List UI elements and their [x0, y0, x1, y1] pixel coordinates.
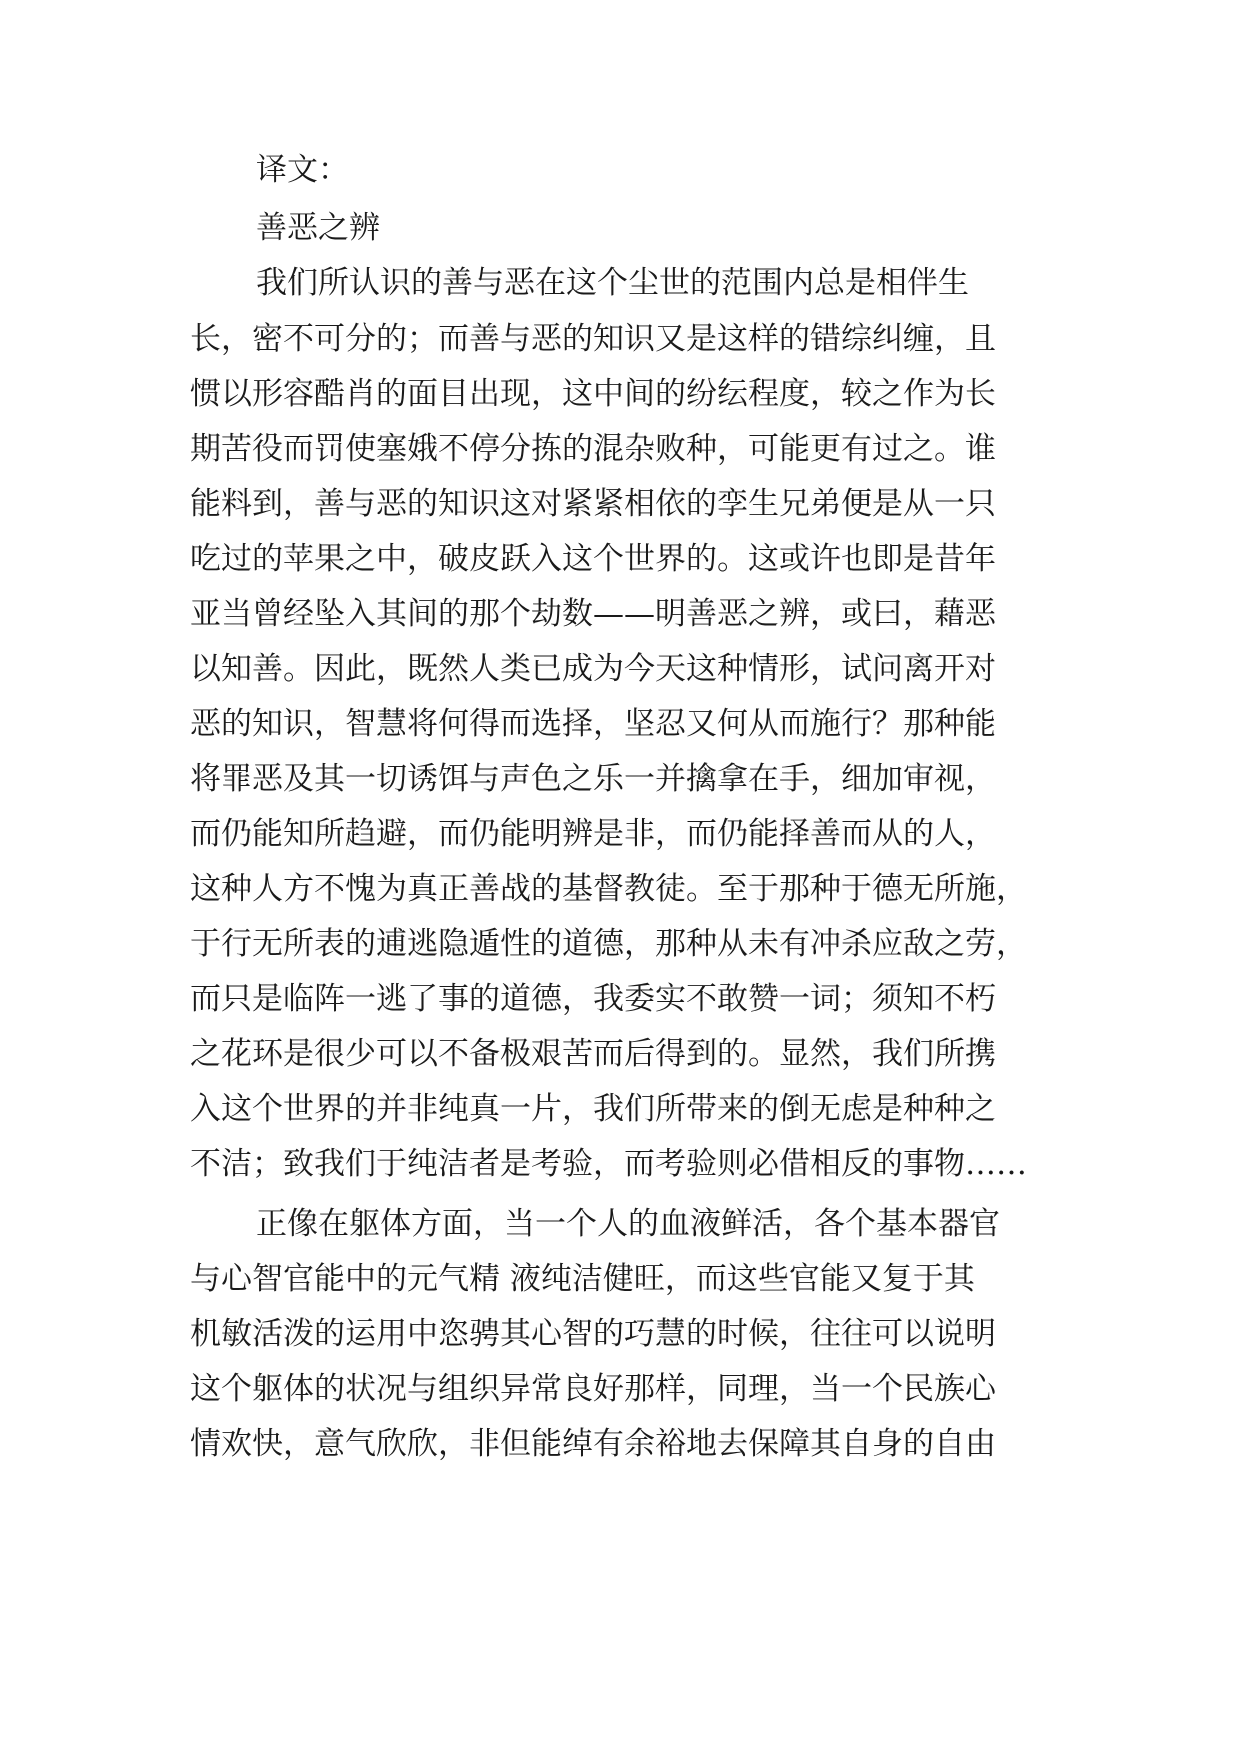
paragraph-line: 能料到，善与恶的知识这对紧紧相依的孪生兄弟便是从一只: [190, 486, 996, 522]
paragraph-line: 这种人方不愧为真正善战的基督教徒。至于那种于德无所施，: [190, 871, 1027, 907]
paragraph-line: 情欢快，意气欣欣，非但能绰有余裕地去保障其自身的自由: [190, 1426, 996, 1462]
paragraph-line: 而仍能知所趋避，而仍能明辨是非，而仍能择善而从的人，: [190, 816, 996, 852]
paragraph-line: 入这个世界的并非纯真一片，我们所带来的倒无虑是种种之: [190, 1091, 996, 1127]
heading-label: 译文：: [256, 152, 349, 188]
paragraph-line: 正像在躯体方面，当一个人的血液鲜活，各个基本器官: [256, 1206, 1000, 1242]
paragraph-line: 惯以形容酷肖的面目出现，这中间的纷纭程度，较之作为长: [190, 376, 996, 412]
paragraph-line: 之花环是很少可以不备极艰苦而后得到的。显然，我们所携: [190, 1036, 996, 1072]
paragraph-line: 于行无所表的逋逃隐遁性的道德，那种从未有冲杀应敌之劳，: [190, 926, 1027, 962]
paragraph-line: 吃过的苹果之中，破皮跃入这个世界的。这或许也即是昔年: [190, 541, 996, 577]
paragraph-line: 将罪恶及其一切诱饵与声色之乐一并擒拿在手，细加审视，: [190, 761, 996, 797]
paragraph-line: 恶的知识，智慧将何得而选择，坚忍又何从而施行？那种能: [190, 706, 996, 742]
paragraph-line: 亚当曾经坠入其间的那个劫数——明善恶之辨，或曰，藉恶: [190, 596, 996, 632]
paragraph-line: 而只是临阵一逃了事的道德，我委实不敢赞一词；须知不朽: [190, 981, 996, 1017]
paragraph-line: 期苦役而罚使塞娥不停分拣的混杂败种，可能更有过之。谁: [190, 431, 996, 467]
paragraph-line: 这个躯体的状况与组织异常良好那样，同理，当一个民族心: [190, 1371, 996, 1407]
paragraph-line: 我们所认识的善与恶在这个尘世的范围内总是相伴生: [256, 265, 969, 301]
paragraph-line: 机敏活泼的运用中恣骋其心智的巧慧的时候，往往可以说明: [190, 1316, 996, 1352]
document-title: 善恶之辨: [256, 210, 380, 246]
paragraph-line: 以知善。因此，既然人类已成为今天这种情形，试问离开对: [190, 651, 996, 687]
paragraph-line: 与心智官能中的元气精 液纯洁健旺，而这些官能又复于其: [190, 1261, 975, 1297]
paragraph-line: 长，密不可分的；而善与恶的知识又是这样的错综纠缠，且: [190, 321, 996, 357]
paragraph-line: 不洁；致我们于纯洁者是考验，而考验则必借相反的事物……: [190, 1146, 1027, 1182]
